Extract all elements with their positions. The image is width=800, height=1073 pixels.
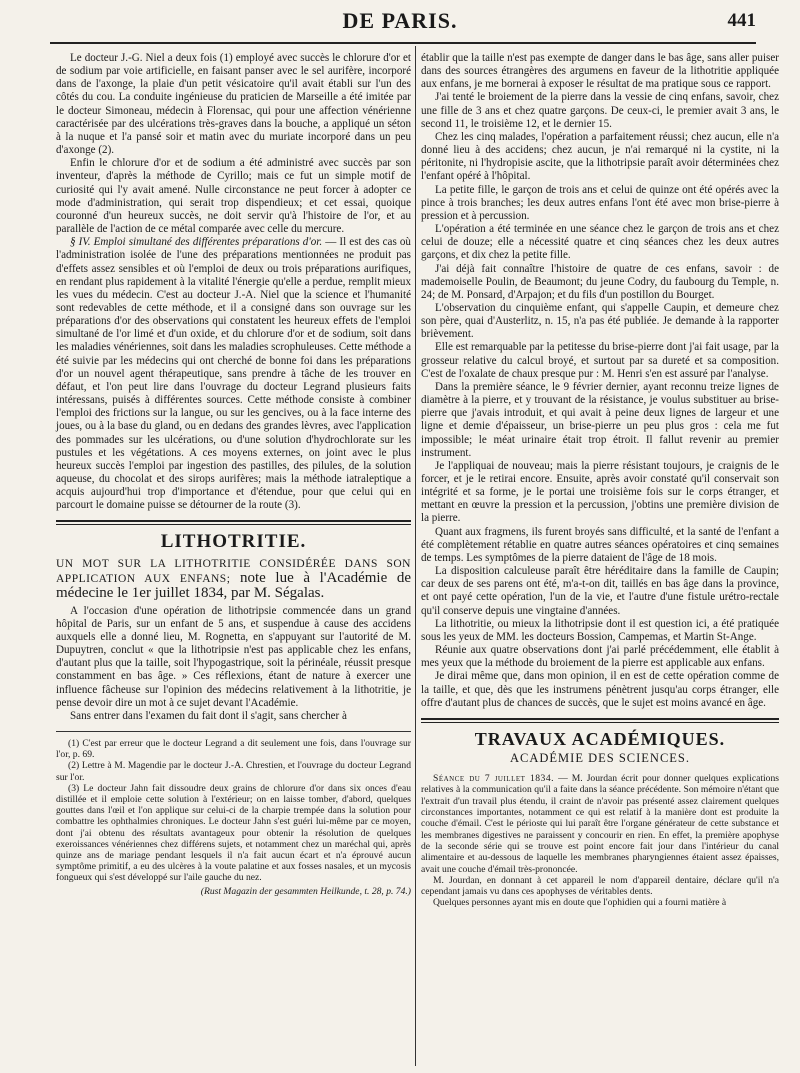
subtitle-caps: UN MOT SUR LA LITHOTRITIE CONSIDÉRÉE DANS SON APPLICATION AUX ENFANS; [56,557,411,585]
paragraph: Je dirai même que, dans mon opinion, il en est de cette opération comme de la taille, et que, dès que les instrumens pénètrent jusqu'au corps étranger, elle offre d'autant plus de chances de succès, que le sujet est moins avancé en âge. [421,670,779,709]
paragraph: Quant aux fragmens, ils furent broyés sans difficulté, et la santé de l'enfant a été complètement rétablie en quatre autres séances opératoires et cinq semaines de temps. Les symptômes de la pierre dataient de l'âge de 18 mois. [421,525,779,564]
paragraph: établir que la taille n'est pas exempte de danger dans le bas âge, sans aller puiser dans des sources étrangères des argumens en faveur de la lithotritie appliquée aux enfans, je me bornerai à exposer le résultat de ma pratique sous ce rapport. [421,52,779,91]
footnote: (2) Lettre à M. Magendie par le docteur J.-A. Chrestien, et l'ouvrage du docteur Legrand sur l'or. [56,760,411,783]
section-rule [56,524,411,525]
paragraph: Chez les cinq malades, l'opération a parfaitement réussi; chez aucun, elle n'a donné lieu à des accidens; chez aucun, je n'ai remarqué ni la cystite, ni la péritonite, ni l'hydropisie ascite, que la lithotripsie paraît avoir déterminées chez l'enfant opéré à l'hôpital. [421,130,779,183]
paragraph: M. Jourdan, en donnant à cet appareil le nom d'appareil dentaire, déclare qu'il n'a cependant jamais vu dans ces apophyses de véritables dents. [421,874,779,898]
paragraph: L'observation du cinquième enfant, qui s'appelle Caupin, et demeure chez son père, quai d'Austerlitz, n. 15, n'a pas été publiée. Je demande à la rapporter brièvement. [421,301,779,341]
paragraph: J'ai tenté le broiement de la pierre dans la vessie de cinq enfans, savoir, chez une fille de 3 ans et chez quatre garçons. De ceux-ci, le premier avait 3 ans, le second 11, le troisième 12, et le dernier 15. [421,91,779,130]
paragraph: La disposition calculeuse paraît être héréditaire dans la famille de Caupin; car deux de ses parens ont été, m'a-t-on dit, taillés en bas âge dans la province, et ont payé cette opération, l'un de la vie, et l'autre d'une fistule urétro-rectale qu'il conserve depuis une vingtaine d'années. [421,565,779,617]
page-header [0,8,800,48]
paragraph [56,236,411,512]
section-rule [56,520,411,522]
paragraph: Je l'appliquai de nouveau; mais la pierre résistant toujours, je craignis de le forcer, et je le retirai encore. Ensuite, après avoir constaté qu'il conservait son intégrité et sa forme, je le portai une troisième fois sur le corps étranger, et mettant en œuvre la pression et la percussion, j'obtins une première division de la pierre. [421,459,779,525]
lithotritie-heading: LITHOTRITIE. [160,531,307,553]
footnote-source: (Rust Magazin der gesammten Heilkunde, t. 28, p. 74.) [200,885,411,897]
paragraph: A l'occasion d'une opération de lithotripsie commencée dans un grand hôpital de Paris, sur un enfant de 5 ans, et suspendue à cause des accidens auxquels elle a donné lieu, M. Rognetta, en s'appuyant sur l'autorité de M. Dupuytren, conclut « que la lithotripsie n'est pas applicable chez les enfans, d'autant plus que la taille, soit l'hypogastrique, soit la périnéale, réussit presque constamment en bas âge. » Ces réflexions, étant de nature à exercer une influence fâcheuse sur l'opinion des médecins relativement à la lithotritie, je pense devoir dire un mot à ce sujet devant l'Académie. [56,604,411,709]
paragraph: Enfin le chlorure d'or et de sodium a été administré avec succès par son inventeur, d'après la méthode de Cyrillo; mais ce fut un simple motif de curiosité qui l'y avait amené. Nulle circonstance ne peut forcer à adopter ce mode d'administration, qui serait trop dispendieux; et cet essai, quoique couronné d'un heureux succès, ne doit servir qu'à l'histoire de l'or, et au parallèle de l'action de ce métal comparée avec celle du mercure. [56,157,411,236]
page-number: 441 [727,10,756,31]
section-text: — Il est des cas où l'administration isolée de l'une des préparations mentionnées ne produit pas d'effets assez sensibles et où l'emploi de deux ou trois préparations aurifiques, en rendant plus rapidement à la vitalité l'énergie qu'elle a perdue, remplit mieux les vues du médecin. C'est au docteur J.-A. Niel que la science et l'humanité sont redevables de cette méthode, et il a consigné dans son ouvrage sur les préparations d'or des observations qui constatent les heureux effets de l'emploi simultané de l'or limé et d'un oxide, et du chlorure d'or et de sodium, soit dans les maladies vénériennes, soit dans les maladies scrophuleuses. Cette méthode a été suivie par les médecins qui ont cherché de bonne foi dans les préparations d'or un nouvel agent thérapeutique, sans prendre à tâche de les trouver en défaut, et l'on peut lire dans l'ouvrage du docteur Legrand plusieurs faits intéressans, puisés à différentes sources. Cette méthode consiste à combiner l'emploi des frictions sur la langue, ou sur les gencives, ou à la face interne des joues, ou à la base du gland, ou en dedans des grandes lèvres, avec l'application des pommades sur les ulcérations, ou d'une solution d'hydrochlorate sur les pustules et les végétations. A ces moyens externes, on joint avec le plus heureux succès l'emploi par ingestion des pastilles, des pilules, de la solution aqueuse, du chocolat et des sirops aurifères; mais la méthode iatraleptique a acquis aujourd'hui trop d'importance et d'étendue, pour que celui qui en parcourt le domaine puisse se détourner de la route (3). [56,236,411,512]
paragraph: J'ai déjà fait connaître l'histoire de quatre de ces enfans, savoir : de mademoiselle Poulin, de Beaumont; du jeune Codry, du faubourg du Temple, n. 24; de M. Ponsard, d'Arpajon; et du fils d'un postillon du Bourget. [421,262,779,301]
travaux-heading: TRAVAUX ACADÉMIQUES. [474,728,726,749]
paragraph: Elle est remarquable par la petitesse du brise-pierre dont j'ai fait usage, par la grosseur relative du calcul broyé, et surtout par sa dureté et sa composition. C'est de l'oxalate de chaux presque pur : M. Henri s'en est assuré par l'analyse. [421,341,779,380]
column-divider [415,46,416,1066]
running-title: DE PARIS. [342,8,458,33]
paragraph: Quelques personnes ayant mis en doute que l'ophidien qui a fourni matière à [433,897,727,909]
footnote: (1) C'est par erreur que le docteur Legrand a dit seulement une fois, dans l'ouvrage sur l'or, p. 69. [56,738,411,761]
seance-date: Séance du 7 juillet 1834. [433,773,555,785]
paragraph: Sans entrer dans l'examen du fait dont il s'agit, sans chercher à [70,709,347,722]
paragraph: Le docteur J.-G. Niel a deux fois (1) employé avec succès le chlorure d'or et de sodium par voie artificielle, en faisant panser avec le sel aurifère, incorporé dans de l'axonge, la plaie d'un petit vésicatoire qu'il avait établi sur l'un des côtés du cou. La conduite ingénieuse du praticien de Marseille a été imitée par le docteur Simoneau, médecin à Florensac, qui pour une affection vénérienne caractérisée par des ulcérations très-graves dans la bouche, a appliqué un séton à la nuque et l'a pansé soir et matin avec du muriate incorporé dans un peu d'axonge (2). [56,52,411,157]
paragraph: Réunie aux quatre observations dont j'ai parlé précédemment, elle établit à mes yeux que la méthode du broiement de la pierre est applicable aux enfans. [421,644,779,670]
paragraph: La petite fille, le garçon de trois ans et celui de quinze ont été opérés avec la pince à trois branches; les deux autres enfans l'ont été avec mon brise-pierre à pression et à percussion. [421,183,779,222]
footnotes [56,731,411,897]
footnote: (3) Le docteur Jahn fait dissoudre deux grains de chlorure d'or dans six onces d'eau distillée et il emploie cette solution à l'extérieur; on en laisse tomber, d'abord, quelques gouttes dans l'œil et l'on applique sur celui-ci de la charpie trempée dans la solution pour combattre les ophthalmies chroniques. Le docteur Jahn s'est guéri lui-même par ce moyen, dont j'ai obtenu des résultats avantageux pour obtenir la résolution de quelques exeroissances vénériennes chez différens sujets, et notamment chez un maréchal qui, après quinze ans de mariage pendant lesquels il n'a fait aucun écart et n'a éprouvé aucun symptôme primitif, a eu des ulcères à la voute palatine et aux fosses nasales, et un mycosis fongueux qui s'est développé sur l'aile gauche du nez. [56,782,411,884]
paragraph: Dans la première séance, le 9 février dernier, ayant reconnu treize lignes de diamètre à la pierre, et y trouvant de la résistance, je voulus substituer au brise-pierre que j'avais introduit, et qui avait à peine deux lignes de largeur et une ligne et demie d'épaisseur, un brise-pierre un peu plus gros : cela me fut impossible; le méat urinaire était trop étroit. Il fallut revenir au premier instrument. [421,380,779,459]
section-rule [421,722,779,723]
seance-text: — M. Jourdan écrit pour donner quelques explications relatives à la communication qu'il a faite dans la séance précédente. Son mémoire n'étant que l'extrait d'un travail plus étendu, il craint de n'avoir pas présenté assez clairement quelques circonstances importantes, notamment ce qui est relatif à la manière dont est produite la couche d'émail. C'est le périoste qui lui paraît être l'organe générateur de cette substance et les membranes digestives ne paraissent y concourir en rien. En effet, la première apophyse de la seconde série qui se trouve est point encore fait jour dans l'intérieur du canal alimentaire et au-dessous de laquelle les membranes pharyngiennes étaient assez épaisses, avait une couche d'émail très-prononcée. [421,773,780,875]
section-heading: § IV. Emploi simultané des différentes préparations d'or. [70,236,323,249]
seance-report [421,773,779,909]
paragraph: La lithotritie, ou mieux la lithotripsie dont il est question ici, a été pratiquée sous les yeux de MM. les docteurs Bossion, Campemas, et Martin St-Ange. [421,617,779,643]
header-rule [50,42,756,44]
paragraph: L'opération a été terminée en une séance chez le garçon de trois ans et chez celui de douze; elle a nécessité quatre et cinq séances chez les deux autres garçons, et dix chez la petite fille. [421,223,779,262]
article-subtitle [56,557,411,601]
academie-heading: ACADÉMIE DES SCIENCES. [510,750,690,765]
section-rule [421,718,779,720]
right-column [421,52,779,909]
subtitle-rest: note lue à l'Académie de médecine le 1er juillet 1834, par M. Ségalas. [56,569,411,601]
left-column [56,52,411,897]
paragraph [421,773,779,875]
